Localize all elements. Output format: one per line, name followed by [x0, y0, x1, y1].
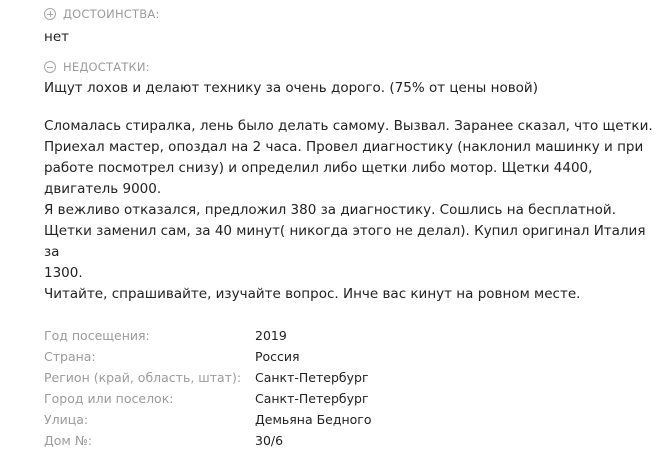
detail-row-region	[44, 367, 664, 388]
review-line: Щетки заменил сам, за 40 минут( никогда этого не делал). Купил оригинал Италия за	[44, 223, 646, 260]
review-body	[44, 116, 664, 305]
detail-row-country	[44, 346, 664, 367]
cons-text: Ищут лохов и делают технику за очень дорого. (75% от цены новой)	[44, 80, 538, 96]
detail-row-house	[44, 430, 664, 451]
detail-value: Санкт-Петербург	[255, 391, 369, 406]
cons-section	[44, 58, 664, 99]
plus-circle-icon	[44, 8, 56, 20]
detail-value: Санкт-Петербург	[255, 370, 369, 385]
minus-circle-icon	[44, 61, 56, 73]
pros-header	[44, 5, 664, 23]
pros-text: нет	[44, 29, 69, 45]
detail-label: Дом №:	[44, 433, 93, 448]
visit-details	[44, 325, 664, 451]
detail-label: Город или поселок:	[44, 391, 174, 406]
pros-heading: ДОСТОИНСТВА:	[63, 7, 160, 21]
detail-label: Год посещения:	[44, 328, 150, 343]
detail-value: 2019	[255, 328, 287, 343]
review-line: работе посмотрел снизу) и определил либо щетки либо мотор. Щетки 4400,	[44, 160, 593, 176]
review-line: 1300.	[44, 265, 83, 281]
review-line: Сломалась стиралка, лень было делать самому. Вызвал. Заранее сказал, что щетки.	[44, 118, 653, 134]
detail-value: Россия	[255, 349, 300, 364]
detail-row-year	[44, 325, 664, 346]
detail-label: Страна:	[44, 349, 96, 364]
cons-header	[44, 58, 664, 76]
review-line: Я вежливо отказался, предложил 380 за диагностику. Сошлись на бесплатной.	[44, 202, 616, 218]
detail-row-street	[44, 409, 664, 430]
detail-value: 30/6	[255, 433, 284, 448]
detail-value: Демьяна Бедного	[255, 412, 372, 427]
cons-heading: НЕДОСТАТКИ:	[63, 60, 150, 74]
detail-row-city	[44, 388, 664, 409]
pros-section	[44, 5, 664, 48]
review-line: Приехал мастер, опоздал на 2 часа. Провел диагностику (наклонил машинку и при	[44, 139, 644, 155]
review-line: Читайте, спрашивайте, изучайте вопрос. Инче вас кинут на ровном месте.	[44, 286, 581, 302]
detail-label: Улица:	[44, 412, 89, 427]
review-content	[44, 0, 664, 451]
detail-label: Регион (край, область, штат):	[44, 370, 242, 385]
review-line: двигатель 9000.	[44, 181, 162, 197]
